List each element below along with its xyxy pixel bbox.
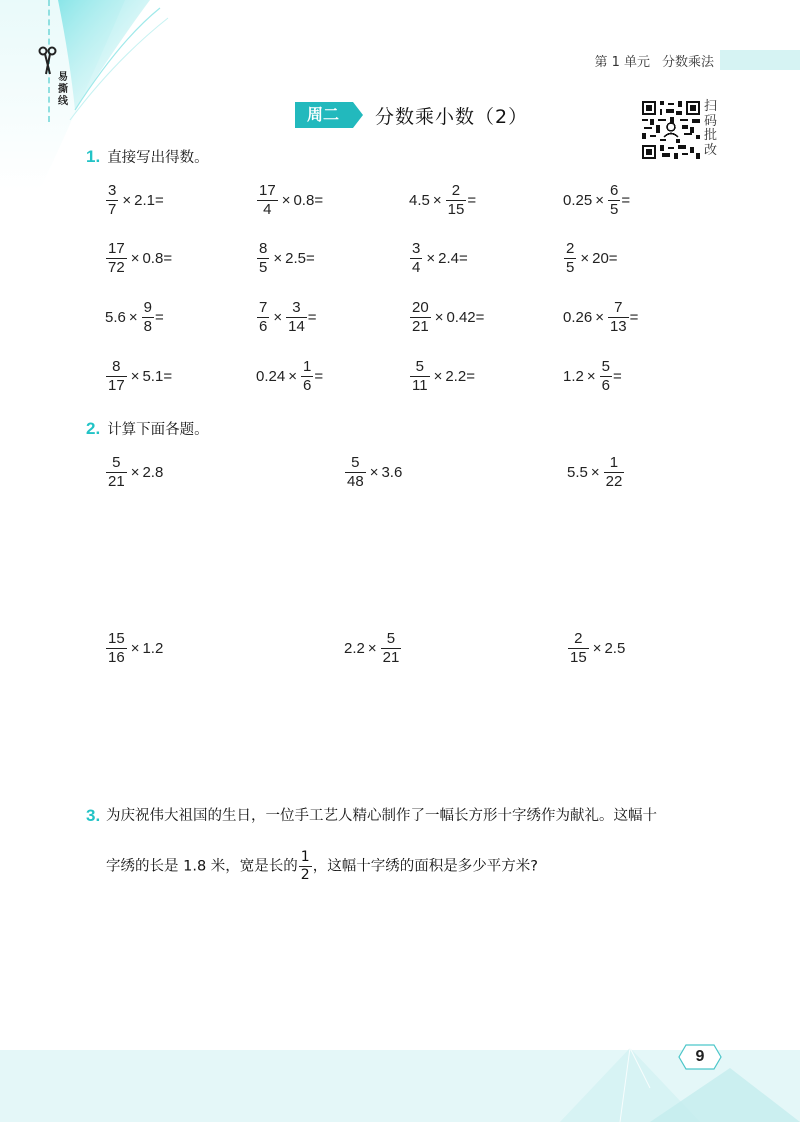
numerator: 8 (259, 240, 268, 257)
math-expression (563, 359, 622, 394)
equals-sign: = (305, 250, 315, 267)
numerator: 15 (108, 630, 125, 647)
math-expression (409, 183, 476, 218)
section-title: 直接写出得数。 (107, 150, 209, 166)
section-1-heading (86, 146, 209, 167)
denominator: 2 (300, 867, 310, 883)
denominator: 16 (108, 649, 125, 666)
numerator: 5 (112, 454, 121, 471)
times-sign: × (128, 309, 138, 326)
operand: 0.42 (446, 309, 476, 326)
section-number: 3. (86, 806, 101, 825)
fraction (608, 183, 620, 218)
equals-sign: = (458, 250, 468, 267)
times-sign: × (130, 250, 140, 267)
equals-sign: = (154, 309, 164, 326)
operand: 0.8 (142, 250, 164, 267)
times-sign: × (434, 309, 444, 326)
numerator: 8 (112, 358, 121, 375)
fraction (600, 359, 612, 394)
equals-sign: = (163, 368, 173, 385)
fraction (286, 300, 307, 335)
fraction (106, 183, 118, 218)
denominator: 7 (108, 201, 117, 218)
numerator: 17 (108, 240, 125, 257)
fraction (257, 183, 278, 218)
times-sign: × (432, 192, 442, 209)
math-expression (344, 455, 402, 490)
numerator: 1 (300, 849, 310, 865)
section-number: 1. (86, 146, 101, 166)
times-sign: × (595, 309, 604, 326)
equals-sign: = (467, 192, 477, 209)
operand: 2.5 (285, 250, 306, 267)
fraction (142, 300, 154, 335)
numerator: 5 (601, 358, 610, 375)
math-expression (567, 631, 625, 666)
operand: 2.4 (438, 250, 459, 267)
section-number: 2. (86, 418, 101, 438)
operand: 2.5 (604, 640, 626, 657)
math-expression (409, 300, 484, 335)
numerator: 3 (292, 299, 301, 316)
equals-sign: = (314, 368, 324, 385)
footer-decoration (560, 1028, 800, 1122)
denominator: 5 (566, 259, 575, 276)
section-3-heading (86, 806, 107, 826)
page-title-row (295, 101, 528, 129)
times-sign: × (273, 250, 283, 267)
times-sign: × (273, 309, 283, 326)
math-expression (563, 300, 638, 335)
fraction (568, 631, 589, 666)
numerator: 7 (259, 299, 268, 316)
unit-label: 第 1 单元 (594, 55, 650, 70)
math-expression (256, 359, 323, 394)
numerator: 5 (386, 630, 396, 647)
math-expression (567, 455, 625, 490)
math-expression (409, 241, 468, 276)
numerator: 1 (302, 358, 312, 375)
fraction (106, 241, 127, 276)
denominator: 15 (447, 201, 465, 218)
word-problem-line-1: 为庆祝伟大祖国的生日，一位手工艺人精心制作了一幅长方形十字绣作为献礼。这幅十 (106, 808, 657, 824)
operand: 5.6 (105, 309, 126, 326)
operand: 2.2 (445, 368, 467, 385)
operand: 2.1 (134, 192, 155, 209)
numerator: 9 (143, 299, 152, 316)
fraction (604, 455, 625, 490)
denominator: 72 (108, 259, 125, 276)
denominator: 5 (609, 201, 619, 218)
page-header (582, 51, 714, 70)
math-expression (105, 359, 172, 394)
fraction (410, 300, 431, 335)
denominator: 6 (302, 377, 312, 394)
times-sign: × (369, 464, 379, 481)
numerator: 2 (451, 182, 461, 199)
denominator: 14 (288, 318, 305, 335)
operand: 4.5 (409, 192, 430, 209)
times-sign: × (426, 250, 436, 267)
operand: 0.26 (563, 309, 593, 326)
operand: 20 (592, 250, 609, 267)
numerator: 2 (566, 240, 575, 257)
numerator: 2 (574, 630, 583, 647)
denominator: 4 (412, 259, 421, 276)
fraction (446, 183, 467, 218)
word-problem-text: 字绣的长是 1.8 米，宽是长的 (106, 858, 298, 875)
times-sign: × (130, 640, 140, 657)
denominator: 11 (412, 377, 428, 394)
times-sign: × (580, 250, 590, 267)
operand: 1.2 (563, 368, 584, 385)
day-tag: 周二 (295, 102, 353, 128)
scissors-icon (38, 46, 58, 76)
numerator: 1 (609, 454, 619, 471)
operand: 1.2 (142, 640, 164, 657)
numerator: 7 (614, 299, 623, 316)
fraction (106, 455, 127, 490)
equals-sign: = (475, 309, 485, 326)
math-expression (344, 631, 402, 666)
fraction (564, 241, 576, 276)
numerator: 3 (108, 182, 117, 199)
fraction (345, 455, 366, 490)
math-expression (563, 183, 630, 218)
equals-sign: = (307, 309, 317, 326)
math-expression (105, 183, 164, 218)
word-problem-text: ，这幅十字绣的面积是多少平方米? (312, 858, 538, 875)
equals-sign: = (314, 192, 324, 209)
numerator: 3 (412, 240, 421, 257)
numerator: 5 (415, 358, 424, 375)
qr-code-icon[interactable] (642, 101, 700, 159)
times-sign: × (281, 192, 291, 209)
math-expression (256, 300, 317, 335)
fraction (106, 631, 127, 666)
denominator: 6 (259, 318, 268, 335)
times-sign: × (130, 368, 140, 385)
times-sign: × (122, 192, 132, 209)
fraction (257, 241, 269, 276)
equals-sign: = (163, 250, 173, 267)
numerator: 17 (259, 182, 276, 199)
numerator: 6 (609, 182, 619, 199)
operand: 0.8 (293, 192, 315, 209)
fraction (106, 359, 127, 394)
math-expression (256, 183, 323, 218)
fraction (299, 850, 312, 883)
math-expression (256, 241, 315, 276)
page-number: 9 (695, 1048, 705, 1065)
denominator: 21 (412, 318, 429, 335)
section-title: 计算下面各题。 (107, 422, 209, 438)
denominator: 5 (259, 259, 268, 276)
topic-label: 分数乘法 (661, 55, 714, 70)
fraction (381, 631, 402, 666)
times-sign: × (288, 368, 297, 385)
operand: 5.1 (142, 368, 164, 385)
fraction (301, 359, 313, 394)
equals-sign: = (621, 192, 631, 209)
equals-sign: = (154, 192, 164, 209)
math-expression (105, 241, 172, 276)
math-expression (563, 241, 618, 276)
fraction (410, 359, 430, 394)
numerator: 20 (412, 299, 429, 316)
times-sign: × (592, 640, 602, 657)
operand: 2.2 (344, 640, 365, 657)
scan-to-grade-label: 扫码批改 (704, 99, 718, 158)
operand: 0.25 (563, 192, 593, 209)
math-expression (105, 300, 164, 335)
denominator: 15 (570, 649, 587, 666)
times-sign: × (367, 640, 377, 657)
equals-sign: = (466, 368, 475, 385)
fraction (410, 241, 422, 276)
cut-line-label: 易撕线 (58, 72, 68, 107)
fraction (257, 300, 269, 335)
equals-sign: = (608, 250, 618, 267)
numerator: 5 (351, 454, 360, 471)
word-problem-line-2 (106, 850, 538, 883)
math-expression (105, 455, 163, 490)
header-band (720, 50, 800, 70)
denominator: 22 (605, 473, 623, 490)
denominator: 21 (382, 649, 400, 666)
math-expression (105, 631, 163, 666)
math-expression (409, 359, 475, 394)
denominator: 4 (263, 201, 272, 218)
operand: 2.8 (142, 464, 164, 481)
times-sign: × (590, 464, 600, 481)
operand: 5.5 (567, 464, 588, 481)
times-sign: × (433, 368, 443, 385)
page-title: 分数乘小数（2） (375, 105, 529, 128)
operand: 0.24 (256, 368, 286, 385)
denominator: 21 (108, 473, 125, 490)
denominator: 17 (108, 377, 125, 394)
fraction (608, 300, 629, 335)
times-sign: × (586, 368, 596, 385)
equals-sign: = (612, 368, 622, 385)
section-2-heading (86, 418, 209, 439)
equals-sign: = (629, 309, 639, 326)
times-sign: × (130, 464, 140, 481)
denominator: 48 (347, 473, 364, 490)
denominator: 6 (601, 377, 610, 394)
denominator: 13 (609, 318, 627, 335)
operand: 3.6 (381, 464, 403, 481)
times-sign: × (595, 192, 604, 209)
denominator: 8 (143, 318, 152, 335)
